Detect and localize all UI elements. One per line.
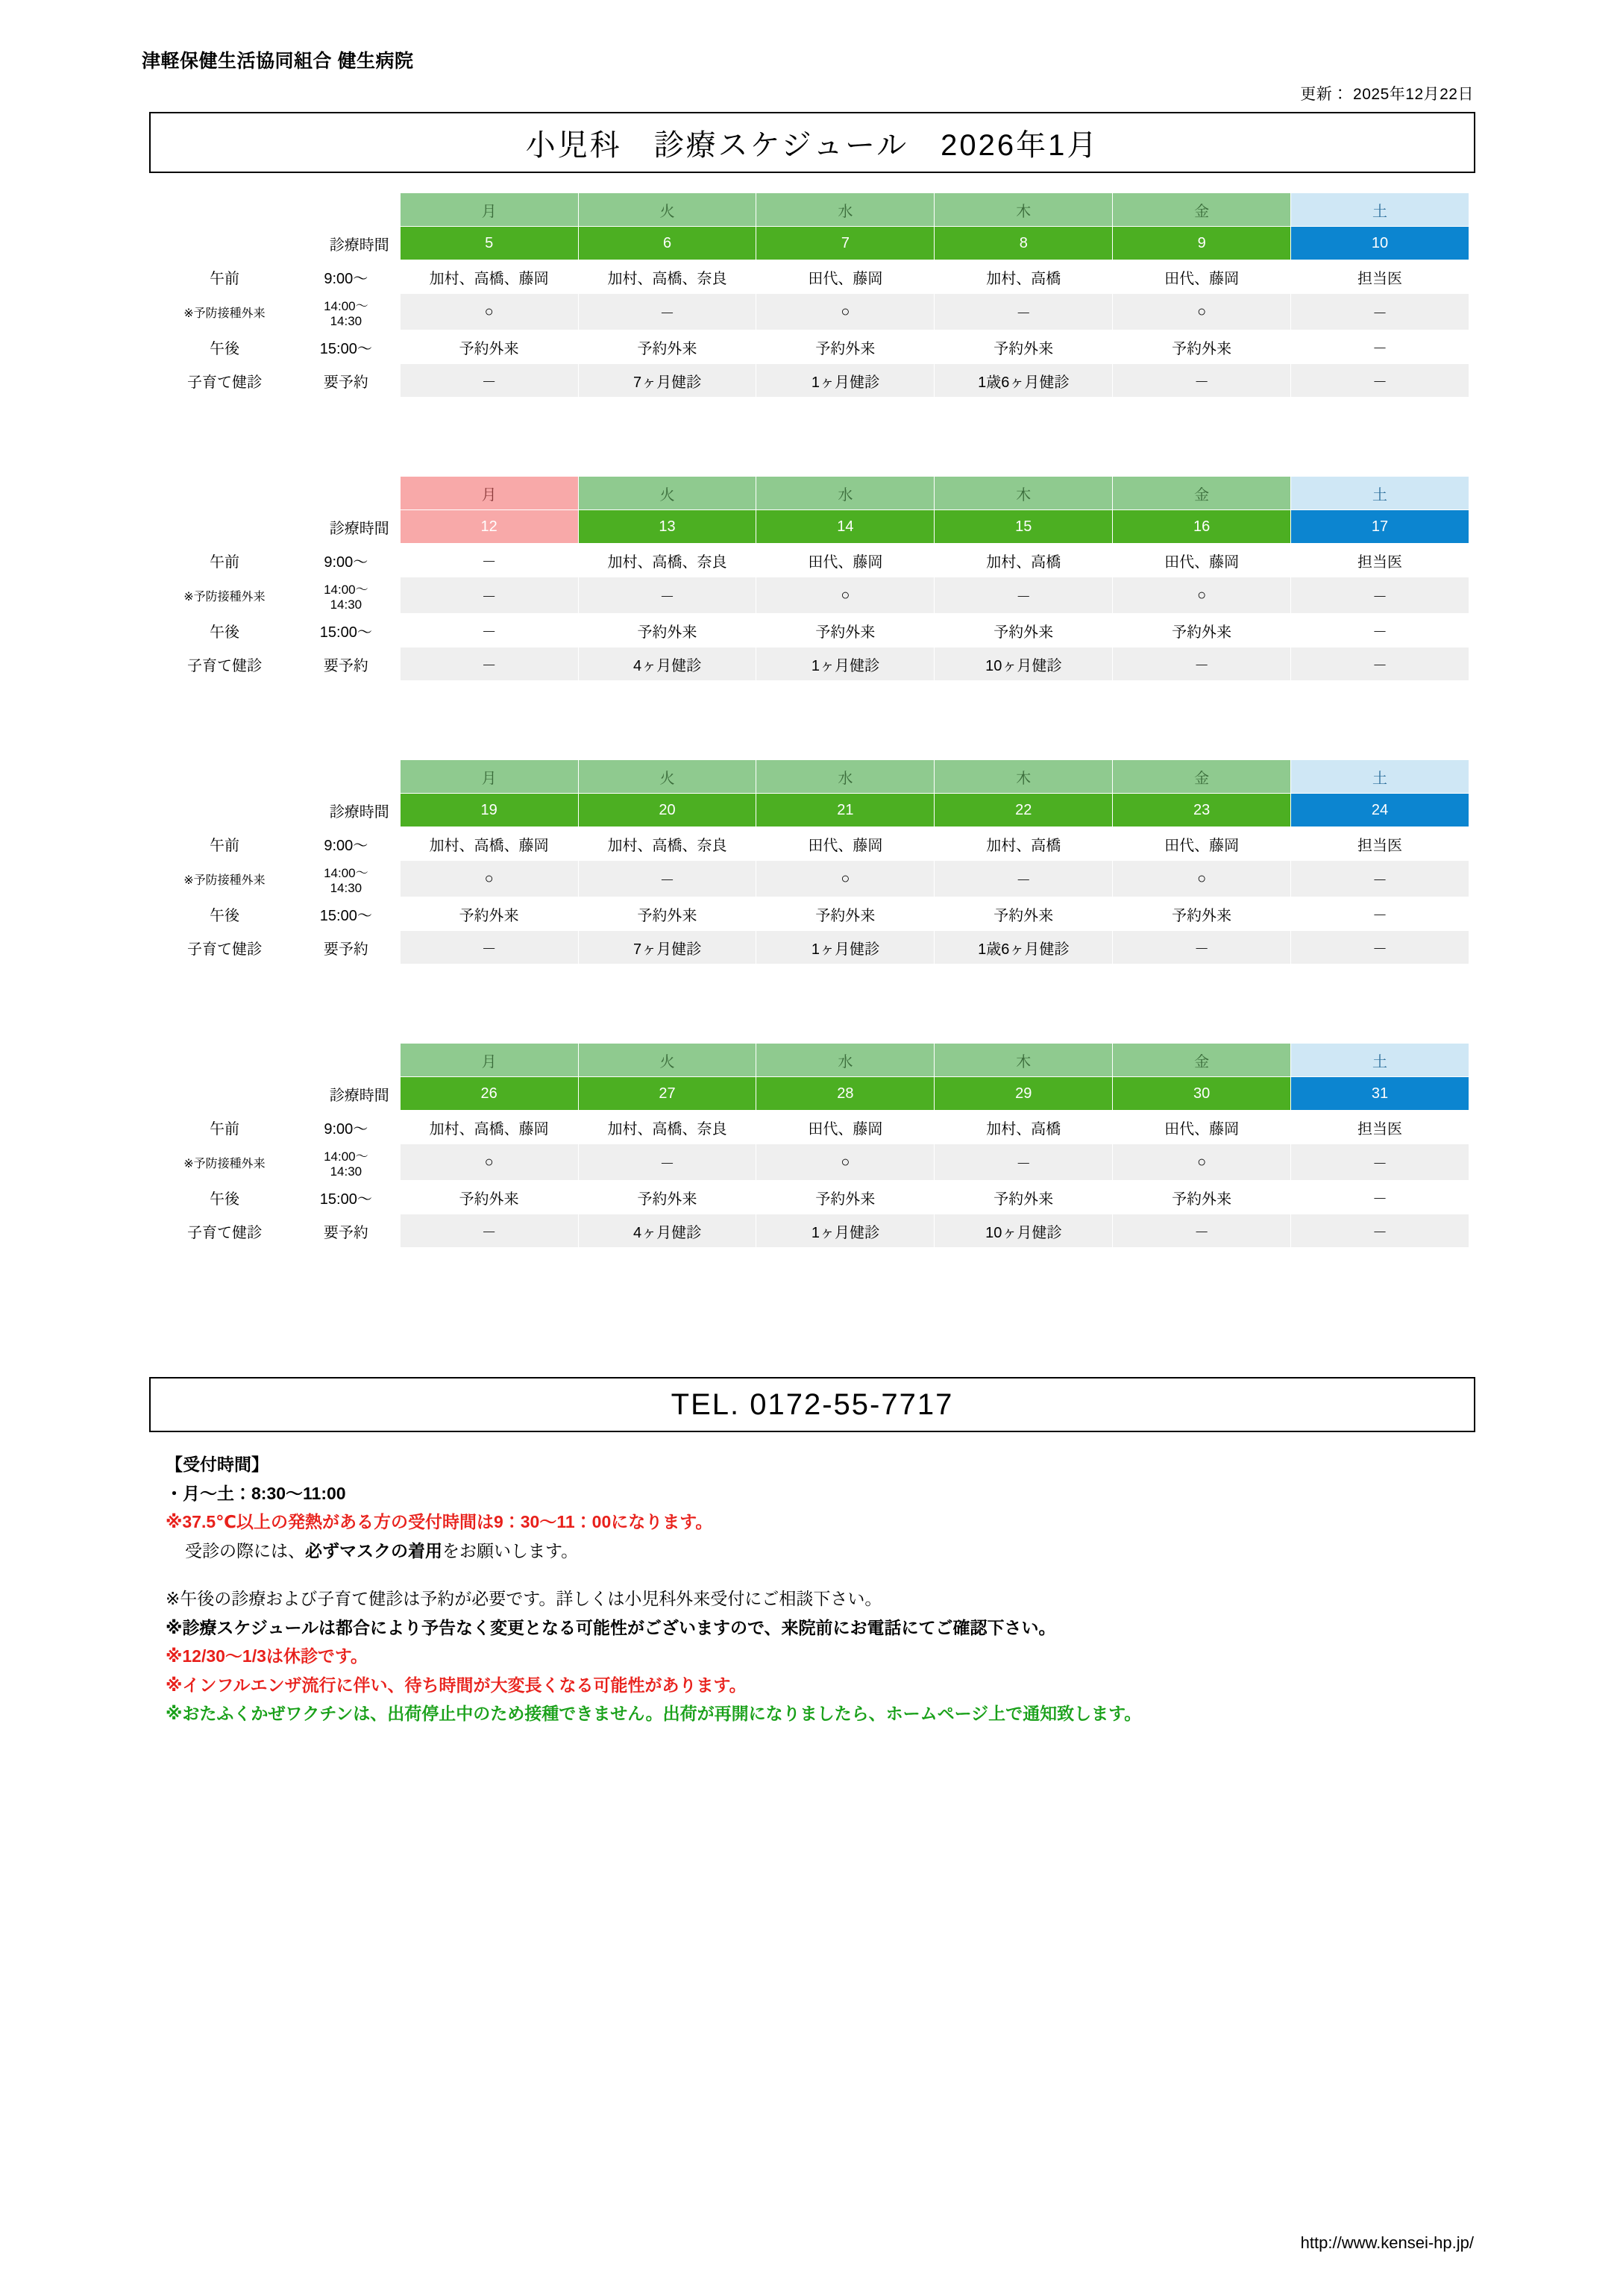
afternoon-row-label: 午後 — [157, 614, 292, 647]
checkup-row-time: 要予約 — [292, 931, 400, 964]
afternoon-row-cell: 予約外来 — [1113, 330, 1291, 364]
date-cell: 28 — [756, 1077, 935, 1111]
date-cell: 5 — [400, 227, 578, 260]
checkup-row-cell: － — [400, 647, 578, 681]
morning-row-time: 9:00～ — [292, 827, 400, 861]
afternoon-row-time: 15:00～ — [292, 1181, 400, 1214]
morning-row-cell: 田代、藤岡 — [1113, 827, 1291, 861]
dow-cell: 木 — [935, 477, 1113, 510]
spacer-cell — [292, 193, 400, 227]
note-change: ※診療スケジュールは都合により予告なく変更となる可能性がございますので、来院前にお電話にてご確認下さい。 — [166, 1617, 1056, 1637]
vaccine-row-cell: ○ — [756, 577, 935, 614]
afternoon-row-cell: 予約外来 — [935, 614, 1113, 647]
afternoon-row-cell: 予約外来 — [1113, 1181, 1291, 1214]
date-cell: 8 — [935, 227, 1113, 260]
dow-cell: 水 — [756, 477, 935, 510]
checkup-row-time: 要予約 — [292, 364, 400, 398]
checkup-row-time: 要予約 — [292, 647, 400, 681]
note-mask — [166, 1538, 1463, 1564]
date-cell: 9 — [1113, 227, 1291, 260]
update-date: 更新： 2025年12月22日 — [1300, 86, 1474, 103]
date-cell: 26 — [400, 1077, 578, 1111]
vaccine-row — [157, 577, 1469, 614]
checkup-row-cell: 7ヶ月健診 — [578, 364, 756, 398]
vaccine-row-cell: ○ — [1113, 577, 1291, 614]
checkup-row-cell: － — [1113, 647, 1291, 681]
vaccine-row — [157, 861, 1469, 897]
week-table-2 — [157, 476, 1469, 681]
date-cell: 16 — [1113, 510, 1291, 544]
morning-row-cell: 加村、高橋、藤岡 — [400, 1111, 578, 1144]
morning-row-cell: 加村、高橋 — [935, 1111, 1113, 1144]
dow-cell: 水 — [756, 1044, 935, 1077]
note-reception-hours: ・月～土：8:30～11:00 — [166, 1483, 346, 1503]
page-title-box — [149, 112, 1475, 173]
afternoon-row-cell: 予約外来 — [935, 897, 1113, 931]
spacer-cell — [157, 477, 292, 510]
vaccine-row-cell: ○ — [400, 861, 578, 897]
date-cell: 14 — [756, 510, 935, 544]
afternoon-row-cell: 予約外来 — [400, 330, 578, 364]
dow-cell: 水 — [756, 193, 935, 227]
morning-row-cell: 加村、高橋、奈良 — [578, 544, 756, 577]
vaccine-row — [157, 1144, 1469, 1181]
spacer-cell — [157, 1044, 292, 1077]
dow-row — [157, 760, 1469, 794]
notes-section — [166, 1452, 1463, 1730]
vaccine-row-cell: － — [578, 577, 756, 614]
afternoon-row-cell: 予約外来 — [578, 897, 756, 931]
morning-row-cell: － — [400, 544, 578, 577]
row-label-sched-time: 診療時間 — [157, 227, 401, 260]
afternoon-row — [157, 614, 1469, 647]
afternoon-row-label: 午後 — [157, 330, 292, 364]
week-table-4 — [157, 1043, 1469, 1248]
vaccine-row-cell: ○ — [756, 294, 935, 330]
checkup-row-cell: － — [1113, 364, 1291, 398]
checkup-row-cell: － — [400, 931, 578, 964]
note-mask-bold: 必ずマスクの着用 — [305, 1540, 442, 1561]
checkup-row-cell: 4ヶ月健診 — [578, 1214, 756, 1248]
morning-row-cell: 田代、藤岡 — [756, 827, 935, 861]
morning-row-label: 午前 — [157, 1111, 292, 1144]
afternoon-row-cell: － — [1291, 1181, 1469, 1214]
date-cell: 21 — [756, 794, 935, 827]
afternoon-row-label: 午後 — [157, 1181, 292, 1214]
vaccine-row-cell: － — [935, 1144, 1113, 1181]
spacer-cell — [292, 477, 400, 510]
morning-row-cell: 田代、藤岡 — [756, 544, 935, 577]
morning-row-cell: 加村、高橋、藤岡 — [400, 260, 578, 294]
morning-row-cell: 担当医 — [1291, 1111, 1469, 1144]
date-row — [157, 1077, 1469, 1111]
dow-cell: 土 — [1291, 193, 1469, 227]
date-cell: 7 — [756, 227, 935, 260]
dow-row — [157, 1044, 1469, 1077]
vaccine-row-time: 14:00～ 14:30 — [292, 577, 400, 614]
note-mumps: ※おたふくかぜワクチンは、出荷停止中のため接種できません。出荷が再開になりましたら、ホームページ上で通知致します。 — [166, 1704, 1142, 1723]
note-reservation: ※午後の診療および子育て健診は予約が必要です。詳しくは小児科外来受付にご相談下さい。 — [166, 1589, 882, 1608]
spacer-cell — [157, 760, 292, 794]
date-cell: 15 — [935, 510, 1113, 544]
vaccine-row-time: 14:00～ 14:30 — [292, 861, 400, 897]
checkup-row-cell: 7ヶ月健診 — [578, 931, 756, 964]
morning-row-time: 9:00～ — [292, 1111, 400, 1144]
date-cell: 29 — [935, 1077, 1113, 1111]
vaccine-row-label: ※予防接種外来 — [157, 861, 292, 897]
checkup-row-cell: 1ヶ月健診 — [756, 1214, 935, 1248]
vaccine-row-cell: － — [400, 577, 578, 614]
spacer-cell — [157, 193, 292, 227]
morning-row-cell: 担当医 — [1291, 544, 1469, 577]
dow-cell: 金 — [1113, 1044, 1291, 1077]
morning-row-cell: 加村、高橋 — [935, 827, 1113, 861]
vaccine-row-cell: ○ — [400, 294, 578, 330]
afternoon-row-cell: 予約外来 — [400, 897, 578, 931]
dow-cell: 木 — [935, 1044, 1113, 1077]
dow-cell: 金 — [1113, 760, 1291, 794]
dow-cell: 木 — [935, 760, 1113, 794]
morning-row-cell: 加村、高橋、奈良 — [578, 260, 756, 294]
checkup-row — [157, 1214, 1469, 1248]
afternoon-row-time: 15:00～ — [292, 330, 400, 364]
checkup-row-label: 子育て健診 — [157, 647, 292, 681]
checkup-row-cell: 1ヶ月健診 — [756, 647, 935, 681]
vaccine-row-cell: － — [1291, 1144, 1469, 1181]
afternoon-row — [157, 897, 1469, 931]
afternoon-row-cell: － — [400, 614, 578, 647]
afternoon-row-cell: 予約外来 — [756, 614, 935, 647]
dow-cell: 火 — [578, 1044, 756, 1077]
date-cell: 27 — [578, 1077, 756, 1111]
dow-cell: 月 — [400, 1044, 578, 1077]
checkup-row-cell: － — [1291, 1214, 1469, 1248]
afternoon-row-cell: － — [1291, 897, 1469, 931]
checkup-row-label: 子育て健診 — [157, 364, 292, 398]
dow-cell: 火 — [578, 760, 756, 794]
afternoon-row-cell: 予約外来 — [935, 330, 1113, 364]
checkup-row — [157, 364, 1469, 398]
checkup-row — [157, 931, 1469, 964]
afternoon-row-cell: 予約外来 — [1113, 897, 1291, 931]
vaccine-row-cell: － — [1291, 294, 1469, 330]
morning-row-cell: 担当医 — [1291, 827, 1469, 861]
vaccine-row-label: ※予防接種外来 — [157, 1144, 292, 1181]
vaccine-row-cell: － — [935, 294, 1113, 330]
checkup-row-cell: － — [1113, 1214, 1291, 1248]
afternoon-row-cell: 予約外来 — [756, 330, 935, 364]
checkup-row-cell: － — [1291, 647, 1469, 681]
morning-row-label: 午前 — [157, 827, 292, 861]
checkup-row-cell: － — [400, 1214, 578, 1248]
morning-row-cell: 田代、藤岡 — [1113, 260, 1291, 294]
spacer-cell — [292, 1044, 400, 1077]
vaccine-row-cell: － — [1291, 577, 1469, 614]
checkup-row-label: 子育て健診 — [157, 1214, 292, 1248]
afternoon-row-cell: 予約外来 — [1113, 614, 1291, 647]
telephone-box — [149, 1377, 1475, 1432]
afternoon-row-label: 午後 — [157, 897, 292, 931]
afternoon-row-time: 15:00～ — [292, 614, 400, 647]
morning-row-cell: 加村、高橋 — [935, 260, 1113, 294]
afternoon-row-cell: 予約外来 — [578, 330, 756, 364]
vaccine-row-cell: ○ — [1113, 1144, 1291, 1181]
vaccine-row-cell: － — [578, 1144, 756, 1181]
afternoon-row-cell: 予約外来 — [756, 897, 935, 931]
telephone-number: TEL. 0172-55-7717 — [671, 1387, 954, 1421]
date-row — [157, 510, 1469, 544]
morning-row-label: 午前 — [157, 260, 292, 294]
afternoon-row-cell: 予約外来 — [578, 614, 756, 647]
afternoon-row-cell: － — [1291, 330, 1469, 364]
notes-spacer — [166, 1566, 1463, 1586]
morning-row — [157, 1111, 1469, 1144]
vaccine-row-cell: － — [935, 861, 1113, 897]
dow-cell: 月 — [400, 760, 578, 794]
checkup-row-cell: 4ヶ月健診 — [578, 647, 756, 681]
morning-row-cell: 加村、高橋、奈良 — [578, 827, 756, 861]
organization-name: 津軽保健生活協同組合 健生病院 — [142, 51, 414, 72]
dow-cell: 月 — [400, 477, 578, 510]
vaccine-row-cell: － — [935, 577, 1113, 614]
dow-cell: 月 — [400, 193, 578, 227]
dow-row — [157, 477, 1469, 510]
checkup-row-cell: 1ヶ月健診 — [756, 931, 935, 964]
checkup-row-cell: － — [1291, 364, 1469, 398]
vaccine-row-cell: ○ — [1113, 861, 1291, 897]
row-label-sched-time: 診療時間 — [157, 510, 401, 544]
footer-url: http://www.kensei-hp.jp/ — [1300, 2233, 1474, 2252]
afternoon-row-cell: 予約外来 — [400, 1181, 578, 1214]
date-cell: 22 — [935, 794, 1113, 827]
date-cell: 6 — [578, 227, 756, 260]
row-label-sched-time: 診療時間 — [157, 794, 401, 827]
dow-cell: 火 — [578, 477, 756, 510]
afternoon-row — [157, 330, 1469, 364]
checkup-row-cell: 1歳6ヶ月健診 — [935, 931, 1113, 964]
note-mask-post: をお願いします。 — [442, 1540, 579, 1561]
date-cell: 24 — [1291, 794, 1469, 827]
checkup-row-cell: － — [1291, 931, 1469, 964]
morning-row-cell: 加村、高橋、藤岡 — [400, 827, 578, 861]
date-cell: 31 — [1291, 1077, 1469, 1111]
morning-row-cell: 加村、高橋、奈良 — [578, 1111, 756, 1144]
vaccine-row-cell: ○ — [756, 1144, 935, 1181]
afternoon-row-time: 15:00～ — [292, 897, 400, 931]
checkup-row — [157, 647, 1469, 681]
dow-cell: 木 — [935, 193, 1113, 227]
dow-cell: 金 — [1113, 193, 1291, 227]
checkup-row-cell: 1ヶ月健診 — [756, 364, 935, 398]
vaccine-row-cell: － — [578, 294, 756, 330]
dow-row — [157, 193, 1469, 227]
afternoon-row-cell: 予約外来 — [935, 1181, 1113, 1214]
spacer-cell — [292, 760, 400, 794]
date-row — [157, 227, 1469, 260]
vaccine-row-cell: － — [578, 861, 756, 897]
vaccine-row-cell: ○ — [400, 1144, 578, 1181]
afternoon-row-cell: 予約外来 — [578, 1181, 756, 1214]
morning-row — [157, 260, 1469, 294]
morning-row-cell: 田代、藤岡 — [1113, 1111, 1291, 1144]
morning-row-label: 午前 — [157, 544, 292, 577]
morning-row-cell: 田代、藤岡 — [756, 1111, 935, 1144]
date-cell: 23 — [1113, 794, 1291, 827]
date-cell: 19 — [400, 794, 578, 827]
date-cell: 30 — [1113, 1077, 1291, 1111]
date-cell: 10 — [1291, 227, 1469, 260]
afternoon-row-cell: 予約外来 — [756, 1181, 935, 1214]
note-mask-pre: 受診の際には、 — [185, 1540, 305, 1561]
vaccine-row-cell: ○ — [1113, 294, 1291, 330]
afternoon-row-cell: － — [1291, 614, 1469, 647]
dow-cell: 火 — [578, 193, 756, 227]
checkup-row-cell: 1歳6ヶ月健診 — [935, 364, 1113, 398]
date-cell: 20 — [578, 794, 756, 827]
checkup-row-cell: 10ヶ月健診 — [935, 647, 1113, 681]
week-table-3 — [157, 759, 1469, 964]
date-cell: 12 — [400, 510, 578, 544]
row-label-sched-time: 診療時間 — [157, 1077, 401, 1111]
morning-row-cell: 田代、藤岡 — [1113, 544, 1291, 577]
date-row — [157, 794, 1469, 827]
checkup-row-cell: 10ヶ月健診 — [935, 1214, 1113, 1248]
vaccine-row-cell: － — [1291, 861, 1469, 897]
date-cell: 17 — [1291, 510, 1469, 544]
morning-row-cell: 加村、高橋 — [935, 544, 1113, 577]
morning-row-cell: 田代、藤岡 — [756, 260, 935, 294]
morning-row — [157, 827, 1469, 861]
dow-cell: 土 — [1291, 477, 1469, 510]
week-table-1 — [157, 192, 1469, 398]
afternoon-row — [157, 1181, 1469, 1214]
date-cell: 13 — [578, 510, 756, 544]
morning-row-cell: 担当医 — [1291, 260, 1469, 294]
vaccine-row-cell: ○ — [756, 861, 935, 897]
dow-cell: 金 — [1113, 477, 1291, 510]
morning-row-time: 9:00～ — [292, 544, 400, 577]
vaccine-row — [157, 294, 1469, 330]
vaccine-row-time: 14:00～ 14:30 — [292, 1144, 400, 1181]
checkup-row-cell: － — [1113, 931, 1291, 964]
dow-cell: 水 — [756, 760, 935, 794]
checkup-row-cell: － — [400, 364, 578, 398]
vaccine-row-label: ※予防接種外来 — [157, 577, 292, 614]
page-title: 小児科 診療スケジュール 2026年1月 — [525, 128, 1099, 162]
note-holiday: ※12/30～1/3は休診です。 — [166, 1646, 368, 1666]
note-influenza: ※インフルエンザ流行に伴い、待ち時間が大変長くなる可能性があります。 — [166, 1675, 747, 1695]
dow-cell: 土 — [1291, 760, 1469, 794]
morning-row-time: 9:00～ — [292, 260, 400, 294]
checkup-row-label: 子育て健診 — [157, 931, 292, 964]
morning-row — [157, 544, 1469, 577]
note-fever: ※37.5℃以上の発熱がある方の受付時間は9：30～11：00になります。 — [166, 1512, 713, 1531]
note-reception-heading: 【受付時間】 — [166, 1455, 269, 1474]
vaccine-row-label: ※予防接種外来 — [157, 294, 292, 330]
vaccine-row-time: 14:00～ 14:30 — [292, 294, 400, 330]
dow-cell: 土 — [1291, 1044, 1469, 1077]
checkup-row-time: 要予約 — [292, 1214, 400, 1248]
